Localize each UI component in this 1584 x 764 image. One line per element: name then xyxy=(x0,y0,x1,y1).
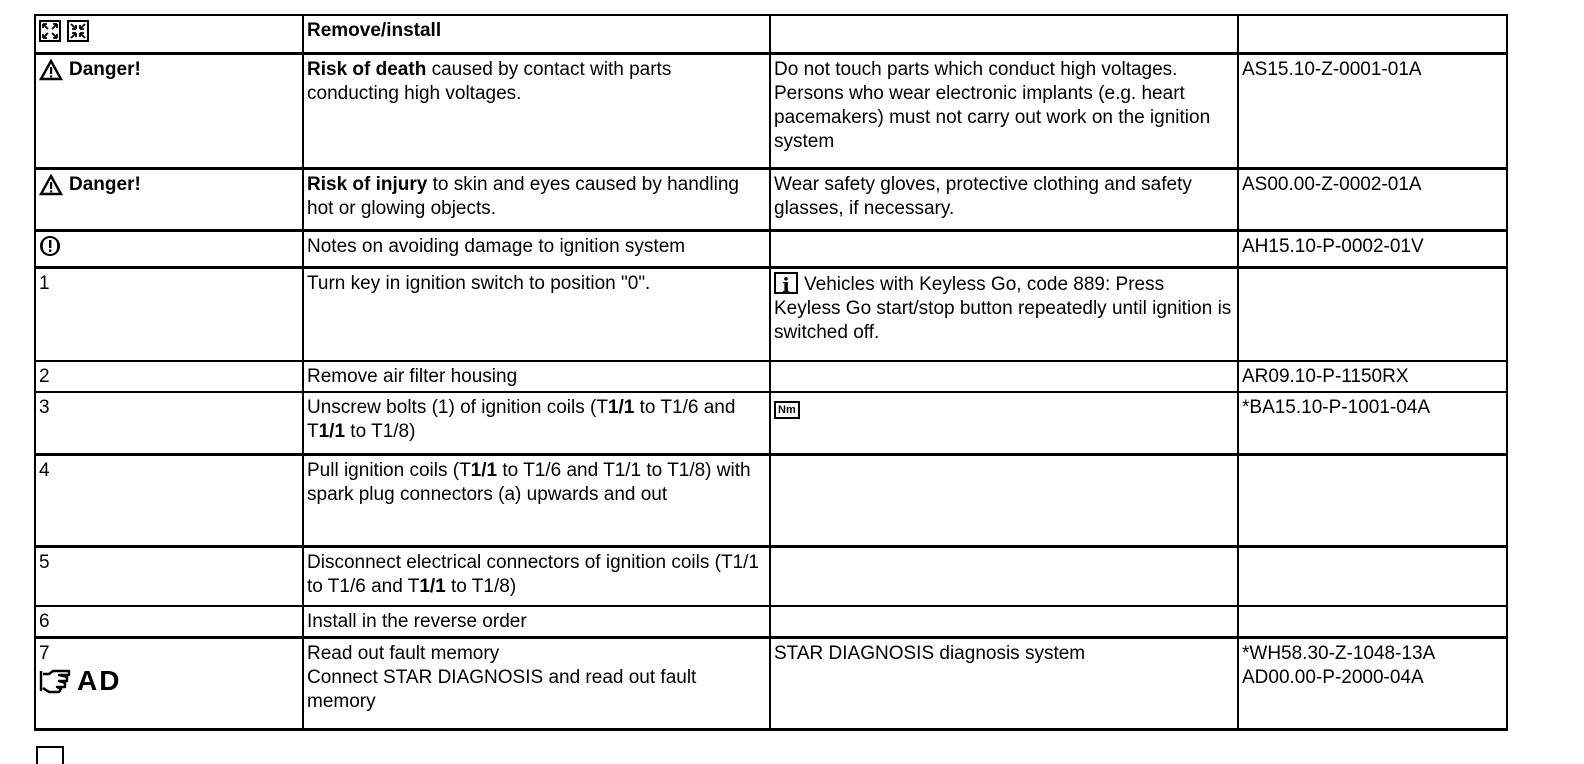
notice-icon-cell xyxy=(35,230,303,267)
step-text-part: to T1/8) xyxy=(345,421,416,442)
step-number: 5 xyxy=(35,546,303,606)
danger-reference: AS15.10-Z-0001-01A xyxy=(1238,53,1507,168)
step-text xyxy=(303,454,770,546)
step-number: 4 xyxy=(35,454,303,546)
step-note xyxy=(770,392,1238,454)
step-number: 7 xyxy=(39,643,50,664)
step-row xyxy=(35,392,1507,454)
danger-label: Danger! xyxy=(69,58,141,80)
step-row xyxy=(35,361,1507,392)
danger-risk-text: caused by contact with parts conducting high voltages. xyxy=(307,58,672,104)
step-text-part: Pull ignition coils (T xyxy=(307,459,471,481)
step-text-part: to T1/6 and T1/1 to T1/8) with spark plug connectors (a) upwards and out xyxy=(307,459,751,505)
step-reference xyxy=(1238,267,1507,361)
header-icons-cell xyxy=(35,15,303,53)
step-text-part: Unscrew bolts (1) of ignition coils (T xyxy=(307,397,608,418)
danger-risk-title: Risk of injury xyxy=(307,173,428,195)
step-text-bold: 1/1 xyxy=(318,421,346,442)
step-reference xyxy=(1238,454,1507,546)
step-reference: *WH58.30-Z-1048-13A xyxy=(1242,643,1436,664)
info-icon: i xyxy=(774,272,798,294)
header-empty-cell xyxy=(1238,15,1507,53)
step-reference: AR09.10-P-1150RX xyxy=(1238,361,1507,392)
step-number: 3 xyxy=(35,392,303,454)
step-note xyxy=(770,546,1238,606)
step-text xyxy=(303,638,770,730)
danger-description xyxy=(303,53,770,168)
damage-notice-icon xyxy=(39,235,61,257)
step-number: 1 xyxy=(35,267,303,361)
step-note xyxy=(770,454,1238,546)
step-reference-cell xyxy=(1238,638,1507,730)
warning-triangle-icon xyxy=(39,174,63,196)
danger-risk-text: to skin and eyes caused by handling hot or glowing objects. xyxy=(307,173,739,219)
step-text-part: Disconnect electrical connectors of ignition coils (T1/1 to T1/6 and T xyxy=(307,551,759,597)
warning-triangle-icon xyxy=(39,59,63,81)
additional-info-marker xyxy=(39,665,298,696)
step-note-text: Vehicles with Keyless Go, code 889: Press Keyless Go start/stop button repeatedly until ignition is switched off. xyxy=(774,273,1232,343)
header-title: Remove/install xyxy=(303,15,770,53)
step-text xyxy=(303,546,770,606)
notice-row xyxy=(35,230,1507,267)
step-note: STAR DIAGNOSIS diagnosis system xyxy=(770,638,1238,730)
step-text xyxy=(303,392,770,454)
notice-text: Notes on avoiding damage to ignition system xyxy=(303,230,770,267)
danger-label: Danger! xyxy=(69,173,141,195)
notice-empty-cell xyxy=(770,230,1238,267)
step-reference xyxy=(1238,606,1507,638)
danger-instruction: Do not touch parts which conduct high voltages. Persons who wear electronic implants (e.g. heart pacemakers) must not carry out work on the ignition system xyxy=(770,53,1238,168)
footer-icon xyxy=(36,746,64,764)
notice-reference: AH15.10-P-0002-01V xyxy=(1238,230,1507,267)
step-text-part: to T1/8) xyxy=(445,575,517,597)
step-number: 6 xyxy=(35,606,303,638)
danger-label-cell xyxy=(35,53,303,168)
step-reference: AD00.00-P-2000-04A xyxy=(1242,667,1424,688)
step-text: Remove air filter housing xyxy=(303,361,770,392)
step-text: Install in the reverse order xyxy=(303,606,770,638)
danger-label-cell xyxy=(35,168,303,230)
step-note xyxy=(770,606,1238,638)
step-text-part: to T1/6 and T xyxy=(307,397,736,442)
danger-risk-title: Risk of death xyxy=(307,58,427,80)
danger-row xyxy=(35,168,1507,230)
step-row xyxy=(35,454,1507,546)
procedure-table xyxy=(34,14,1508,731)
step-reference xyxy=(1238,546,1507,606)
danger-row xyxy=(35,53,1507,168)
danger-reference: AS00.00-Z-0002-01A xyxy=(1238,168,1507,230)
step-number: 2 xyxy=(35,361,303,392)
remove-icon xyxy=(39,20,61,42)
danger-description xyxy=(303,168,770,230)
step-note xyxy=(770,361,1238,392)
step-row xyxy=(35,267,1507,361)
torque-icon: Nm xyxy=(774,401,800,419)
step-text-bold: 1/1 xyxy=(607,397,635,418)
step-reference: *BA15.10-P-1001-04A xyxy=(1238,392,1507,454)
step-text-bold: 1/1 xyxy=(470,459,498,481)
step-row xyxy=(35,606,1507,638)
ad-label: AD xyxy=(77,665,122,696)
step-number-cell xyxy=(35,638,303,730)
pointing-hand-icon xyxy=(39,668,73,694)
step-row xyxy=(35,546,1507,606)
step-text: Turn key in ignition switch to position "0". xyxy=(303,267,770,361)
step-text-line: Read out fault memory xyxy=(307,643,500,664)
header-empty-cell xyxy=(770,15,1238,53)
install-icon xyxy=(67,20,89,42)
header-row xyxy=(35,15,1507,53)
step-note xyxy=(770,267,1238,361)
step-row xyxy=(35,638,1507,730)
step-text-bold: 1/1 xyxy=(419,575,446,597)
step-text-line: Connect STAR DIAGNOSIS and read out fault memory xyxy=(307,667,697,712)
danger-instruction: Wear safety gloves, protective clothing and safety glasses, if necessary. xyxy=(770,168,1238,230)
